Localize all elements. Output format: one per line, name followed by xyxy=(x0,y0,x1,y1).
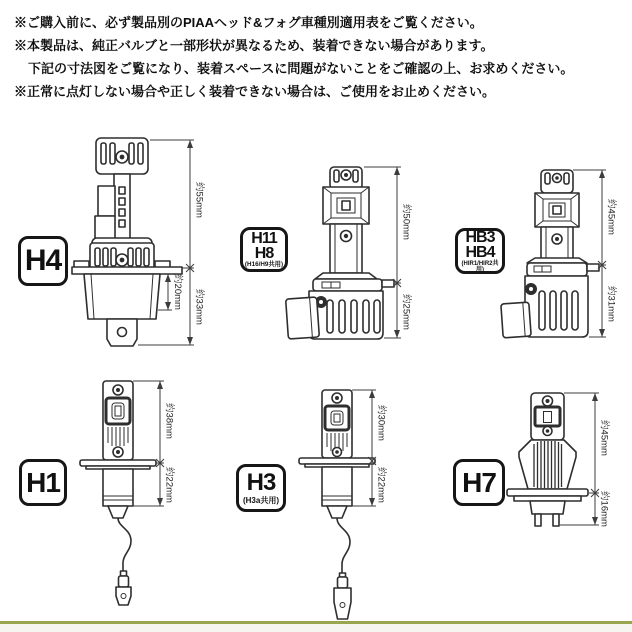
notice-line-3: 下記の寸法図をご覧になり、装着スペースに問題がないことをご確認の上、お求めください。 xyxy=(28,61,574,76)
h4-bulb-diagram xyxy=(70,130,210,355)
dimension-label: 約22mm xyxy=(163,467,175,503)
h4-heatsink-collar xyxy=(90,238,154,270)
dimension-label: 約16mm xyxy=(598,491,610,527)
h4-heatsink-top xyxy=(96,138,148,174)
h11-led-box xyxy=(323,187,369,224)
dimension-label: 約25mm xyxy=(400,294,412,330)
h7-shoulder-fins xyxy=(519,440,576,489)
h11-heatsink-block xyxy=(309,291,383,339)
h1-dimension-lines xyxy=(133,381,176,506)
h3-bulb-diagram xyxy=(295,385,405,622)
bulb-type-label: HB4 xyxy=(465,243,495,261)
h3-flange xyxy=(299,458,375,467)
hb3-flange xyxy=(527,258,599,276)
dimension-label: 約45mm xyxy=(605,199,617,235)
dimension-label: 約22mm xyxy=(375,467,387,503)
h11-connector xyxy=(286,297,320,339)
notice-line-1: ※ご購入前に、必ず製品別のPIAAヘッド&フォグ車種別適用表をご覧ください。 xyxy=(14,15,483,30)
hb3-connector xyxy=(501,302,531,338)
hb3-heatsink-block xyxy=(525,276,588,337)
hb3-hb4-bulb-diagram xyxy=(482,162,632,348)
dimension-label: 約38mm xyxy=(163,403,175,439)
bulb-type-badge-h1 xyxy=(19,459,67,506)
hb3-led-box xyxy=(535,193,579,227)
bulb-type-badge-h4 xyxy=(18,236,68,286)
dimension-label: 約31mm xyxy=(605,286,617,322)
notice-line-4: ※正常に点灯しない場合や正しく装着できない場合は、ご使用をお止めください。 xyxy=(14,84,496,99)
h1-led-body xyxy=(103,381,133,460)
h4-base xyxy=(84,274,160,346)
notice-block xyxy=(14,11,626,103)
h7-bulb-diagram xyxy=(480,388,620,528)
dimension-label: 約20mm xyxy=(172,274,183,310)
h3-led-body xyxy=(322,390,352,458)
h1-base xyxy=(103,469,133,518)
dimension-label: 約55mm xyxy=(193,182,205,218)
h3-dimension-lines xyxy=(352,390,388,506)
h3-base xyxy=(322,467,352,518)
bulb-type-badge-h3 xyxy=(236,464,286,512)
bulb-type-sublabel: (HIR1/HIR2共用) xyxy=(461,260,499,273)
bulb-type-label: H7 xyxy=(462,466,496,498)
h7-led-body xyxy=(531,393,564,440)
dimension-label: 約45mm xyxy=(598,420,610,456)
h1-bulb-diagram xyxy=(75,375,187,607)
bulb-type-sublabel: (H3a共用) xyxy=(242,496,279,505)
hb3-top-section xyxy=(541,170,573,193)
dimension-label: 約50mm xyxy=(400,204,412,240)
dimension-label: 約30mm xyxy=(375,405,387,441)
bulb-type-label: H8 xyxy=(254,244,274,262)
bulb-type-label: H1 xyxy=(26,466,60,498)
bulb-type-sublabel: (H16/H9共用) xyxy=(244,260,284,268)
bulb-type-label: H4 xyxy=(24,244,62,277)
bulb-type-label: H11 xyxy=(251,229,277,247)
h1-wire-connector xyxy=(116,518,131,605)
h11-flange xyxy=(313,273,394,291)
h11-h8-bulb-diagram xyxy=(271,160,416,352)
h11-lower-neck xyxy=(330,224,362,273)
h1-flange xyxy=(80,460,156,469)
h3-wire-connector xyxy=(334,518,351,619)
bulb-type-label: H3 xyxy=(246,469,276,496)
dimension-label: 約33mm xyxy=(193,289,205,325)
h7-flange xyxy=(507,489,588,501)
notice-line-2: ※本製品は、純正バルブと一部形状が異なるため、装着できない場合があります。 xyxy=(14,38,494,53)
h11-top-section xyxy=(330,167,362,189)
h4-led-body xyxy=(95,174,130,246)
bulb-type-label: HB3 xyxy=(465,228,495,246)
h7-base-pins xyxy=(530,501,565,526)
footer-background-strip xyxy=(0,624,632,632)
